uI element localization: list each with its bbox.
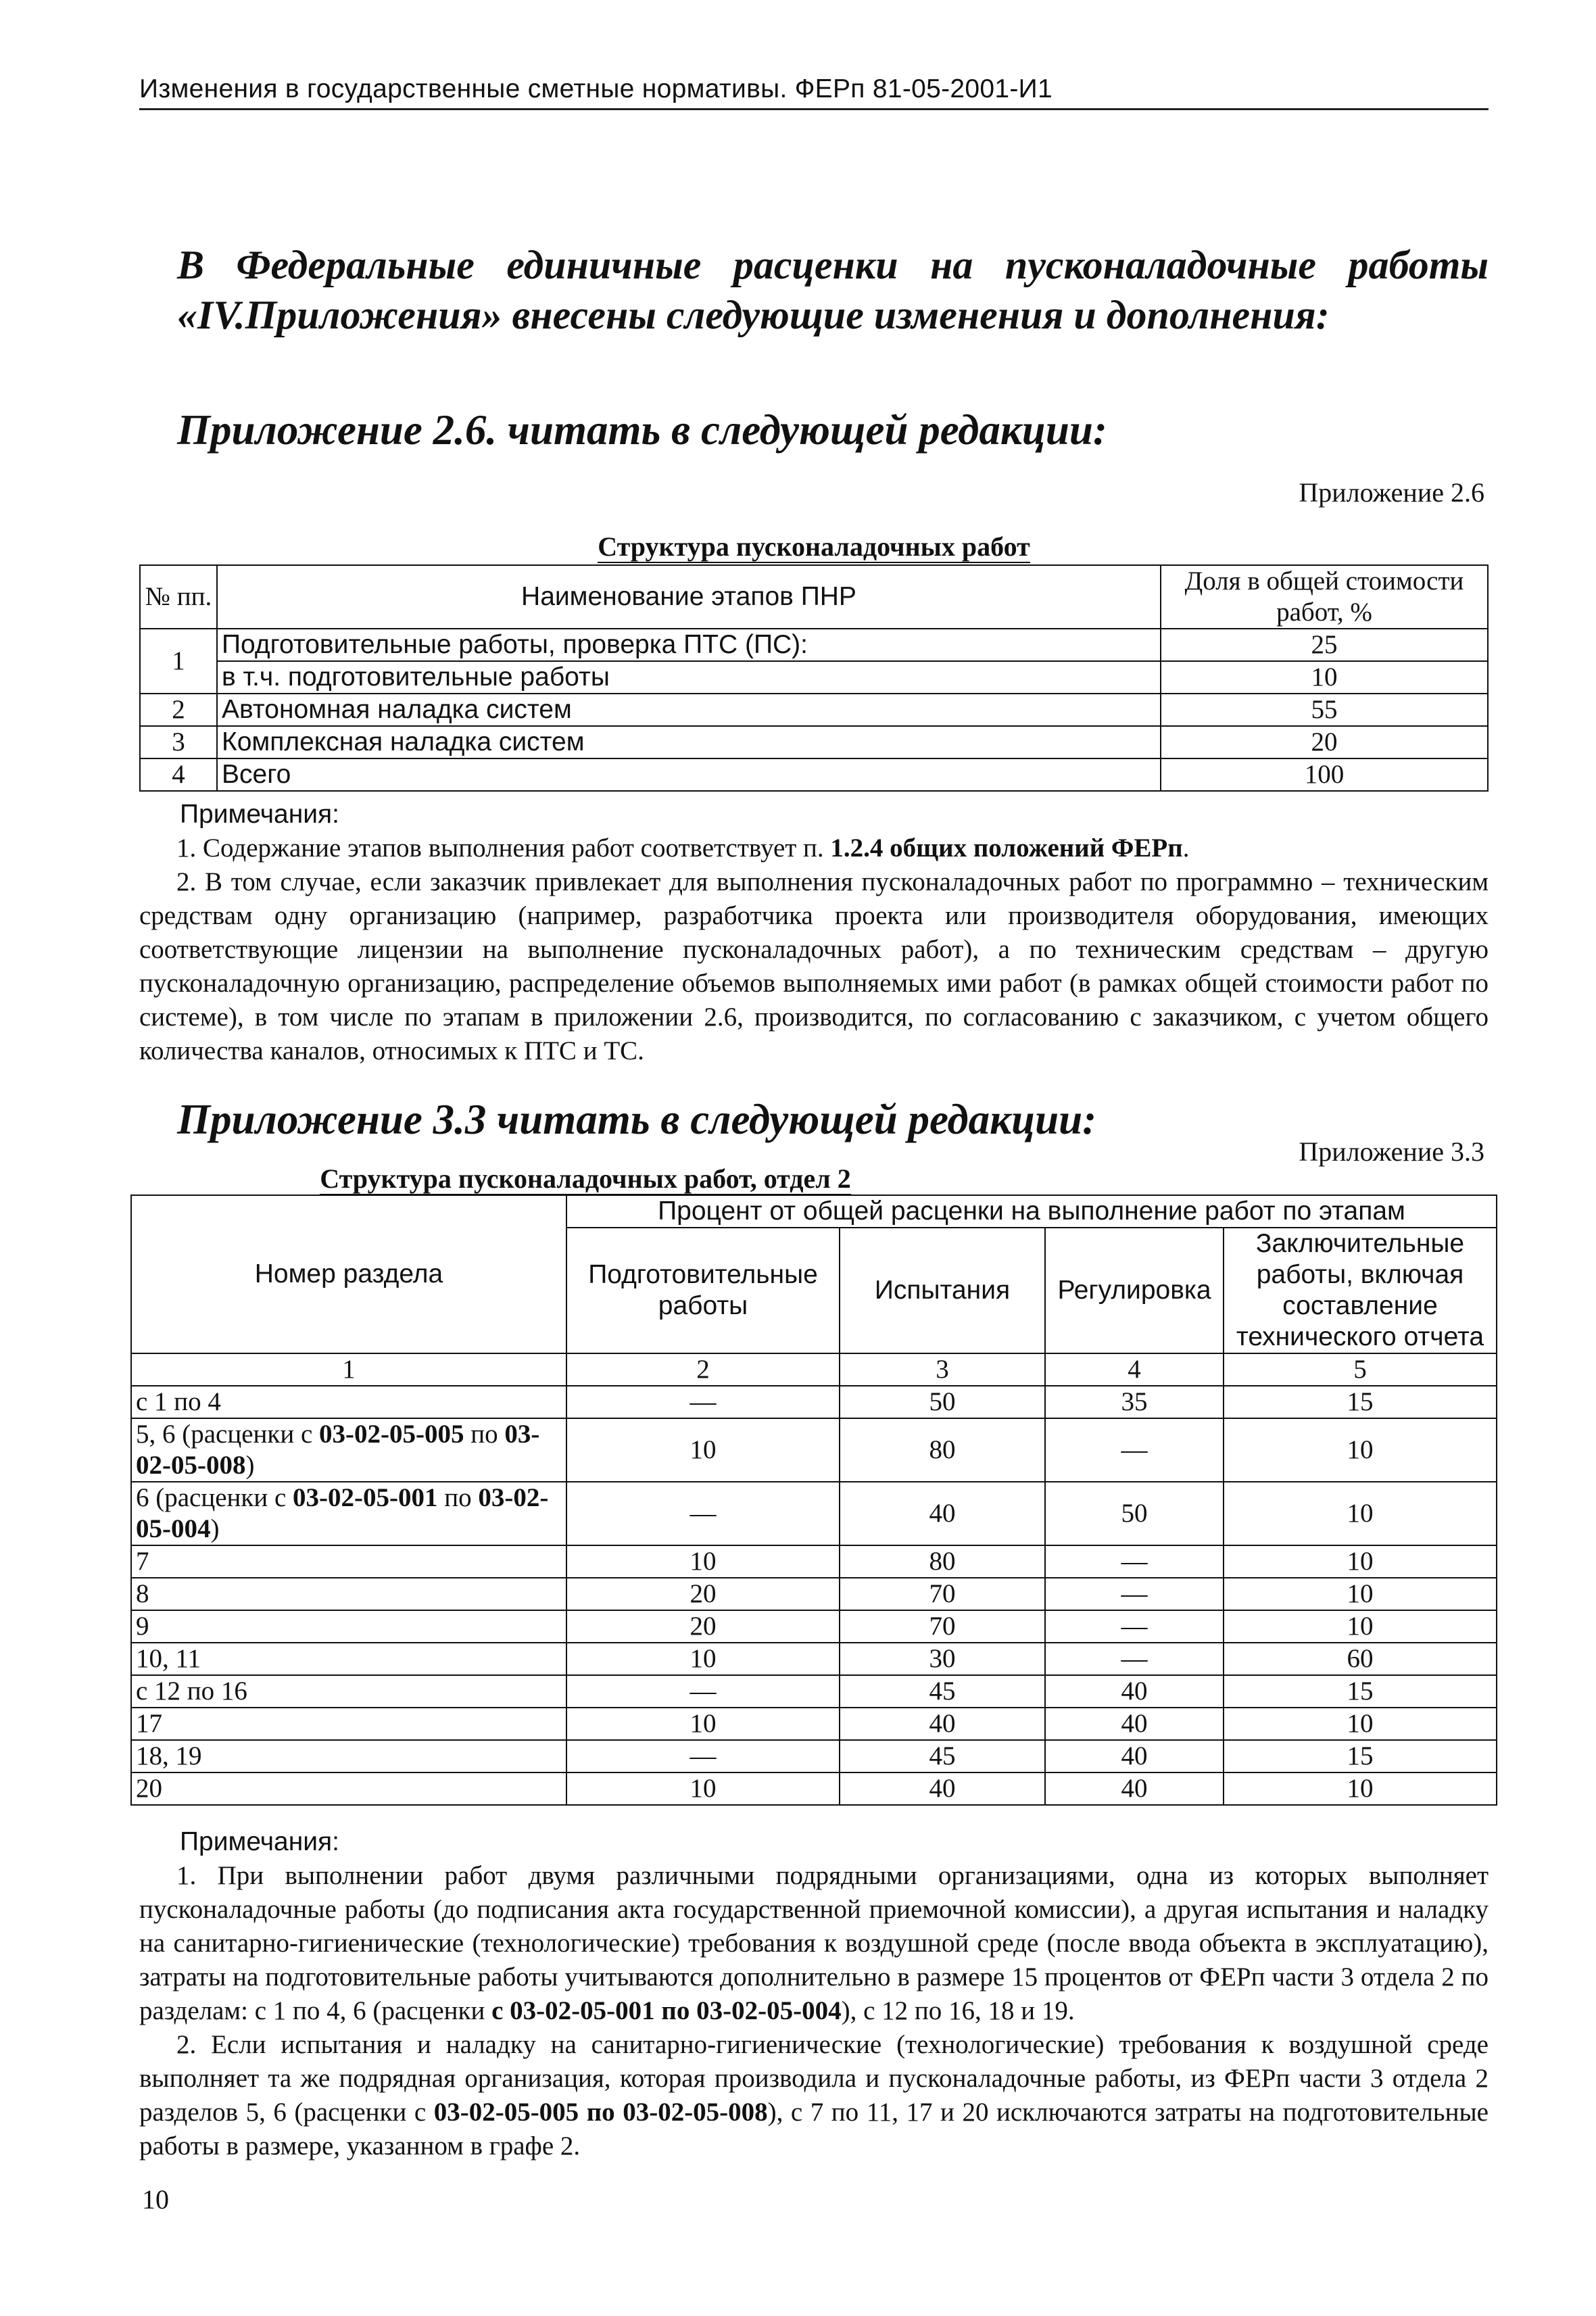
cell-share: 20	[1161, 726, 1488, 758]
cell-name: Всего	[217, 758, 1161, 791]
cell-name: Подготовительные работы, проверка ПТС (ПС):	[217, 629, 1161, 661]
header-final: Заключительные работы, включая составление технического отчета	[1224, 1228, 1497, 1353]
cell-name: Автономная наладка систем	[217, 694, 1161, 726]
table-row	[140, 726, 1488, 758]
cell-adjust: 40	[1045, 1772, 1224, 1805]
cell-final: 15	[1224, 1740, 1497, 1772]
cell-share: 25	[1161, 629, 1488, 661]
note-1-text: 1. При выполнении работ двумя различными подрядными организациями, одна из которых выполняет пусконаладочные работы (до подписания акта государственной приемочной комиссии), а другая испытания и наладку на санитарно-гигиенические (технологические) требования к воздушной среде (после ввода объекта в эксплуатацию), затраты на подготовительные работы учитываются дополнительно в размере 15 процентов от ФЕРп части 3 отдела 2 по разделам: с 1 по 4, 6 (расценки	[139, 1861, 1489, 2025]
table-row	[131, 1418, 1497, 1482]
page-number: 10	[142, 2184, 169, 2215]
cell-final: 10	[1224, 1708, 1497, 1740]
cell-section: 9	[131, 1610, 566, 1643]
cell-num: 1	[140, 629, 217, 694]
note-1-text: 1. Содержание этапов выполнения работ соответствует п.	[176, 834, 831, 863]
cell-name: Комплексная наладка систем	[217, 726, 1161, 758]
cell-prep: 10	[566, 1643, 840, 1675]
cell-section-code: 03-02-05-004	[136, 1483, 549, 1543]
cell-test: 80	[840, 1418, 1045, 1482]
header-section: Номер раздела	[131, 1195, 566, 1353]
cell-section: 7	[131, 1545, 566, 1578]
cell-prep: —	[566, 1675, 840, 1708]
cell-section-text: по	[464, 1420, 505, 1449]
cell-section-code: 03-02-05-005	[319, 1420, 464, 1449]
cell-section-text: по	[437, 1483, 479, 1512]
cell-final: 10	[1224, 1578, 1497, 1610]
table-caption-2-6	[139, 531, 1489, 562]
note-1-end: ), с 12 по 16, 18 и 19.	[841, 1996, 1075, 2025]
table-row	[131, 1643, 1497, 1675]
cell-num: 4	[140, 758, 217, 791]
intro-line-1: В Федеральные единичные расценки на пусконаладочные работы	[177, 243, 1489, 287]
notes-title: Примечания:	[180, 800, 339, 829]
table-caption-text: Структура пусконаладочных работ	[598, 531, 1030, 562]
table-row	[131, 1545, 1497, 1578]
cell-prep: 20	[566, 1578, 840, 1610]
cell-final: 10	[1224, 1772, 1497, 1805]
cell-prep: 10	[566, 1418, 840, 1482]
cell-test: 40	[840, 1482, 1045, 1545]
cell-name: в т.ч. подготовительные работы	[217, 661, 1161, 694]
note-2: 2. В том случае, если заказчик привлекает для выполнения пусконаладочных работ по программно – техническим средствам одну организацию (например, разработчика проекта или производителя оборудования, имеющих соответствующие лицензии на выполнение пусконаладочных работ), а по техническим средствам – другую пусконаладочную организацию, распределение объемов выполняемых ими работ (в рамках общей стоимости работ по системе), в том числе по этапам в приложении 2.6, производится, по согласованию с заказчиком, с учетом общего количества каналов, относимых к ПТС и ТС.	[139, 867, 1489, 1065]
cell-final: 10	[1224, 1418, 1497, 1482]
cell-prep: 10	[566, 1545, 840, 1578]
col-number: 2	[566, 1353, 840, 1386]
cell-test: 30	[840, 1643, 1045, 1675]
cell-final: 10	[1224, 1545, 1497, 1578]
appendix-label-3-3: Приложение 3.3	[1299, 1136, 1484, 1167]
cell-prep: —	[566, 1386, 840, 1418]
table-row	[140, 758, 1488, 791]
cell-section-text: 5, 6 (расценки с	[136, 1420, 320, 1449]
intro-line-2: «IV.Приложения» внесены следующие изменения и дополнения:	[177, 293, 1330, 337]
cell-final: 15	[1224, 1675, 1497, 1708]
cell-test: 80	[840, 1545, 1045, 1578]
cell-test: 70	[840, 1610, 1045, 1643]
cell-adjust: —	[1045, 1545, 1224, 1578]
table-caption-text: Структура пусконаладочных работ, отдел 2	[320, 1163, 851, 1194]
table-row	[131, 1386, 1497, 1418]
cell-final: 60	[1224, 1643, 1497, 1675]
cell-section-code: 03-02-05-008	[136, 1420, 540, 1480]
table-row	[131, 1675, 1497, 1708]
cell-test: 70	[840, 1578, 1045, 1610]
table-row	[131, 1772, 1497, 1805]
cell-section: 20	[131, 1772, 566, 1805]
cell-adjust: —	[1045, 1418, 1224, 1482]
cell-num: 3	[140, 726, 217, 758]
col-number: 5	[1224, 1353, 1497, 1386]
header-num: № пп.	[140, 565, 217, 629]
header-group: Процент от общей расценки на выполнение работ по этапам	[566, 1195, 1497, 1228]
cell-section: 10, 11	[131, 1643, 566, 1675]
cell-test: 50	[840, 1386, 1045, 1418]
column-numbers-row	[131, 1353, 1497, 1386]
cell-adjust: —	[1045, 1643, 1224, 1675]
cell-final: 10	[1224, 1482, 1497, 1545]
note-1-end: .	[1182, 834, 1190, 863]
note-1	[139, 1859, 1489, 2028]
cell-share: 10	[1161, 661, 1488, 694]
header-adjust: Регулировка	[1045, 1228, 1224, 1353]
col-number: 3	[840, 1353, 1045, 1386]
cell-section: 17	[131, 1708, 566, 1740]
cell-final: 10	[1224, 1610, 1497, 1643]
page-header: Изменения в государственные сметные нормативы. ФЕРп 81-05-2001-И1	[139, 74, 1489, 110]
cell-section-code: 03-02-05-001	[293, 1483, 438, 1512]
col-number: 1	[131, 1353, 566, 1386]
table-2-6	[139, 564, 1489, 792]
section-heading-3-3: Приложение 3.3 читать в следующей редакции:	[177, 1096, 1097, 1143]
table-row	[131, 1740, 1497, 1772]
note-1	[139, 831, 1489, 865]
table-row	[131, 1578, 1497, 1610]
notes-2-6	[139, 798, 1489, 1068]
cell-section-text: 6 (расценки с	[136, 1483, 293, 1512]
table-row	[140, 661, 1488, 694]
cell-adjust: —	[1045, 1610, 1224, 1643]
cell-prep: 10	[566, 1708, 840, 1740]
cell-prep: 10	[566, 1772, 840, 1805]
cell-adjust: 40	[1045, 1675, 1224, 1708]
cell-section: 8	[131, 1578, 566, 1610]
cell-adjust: 35	[1045, 1386, 1224, 1418]
cell-prep: 20	[566, 1610, 840, 1643]
cell-section	[131, 1418, 566, 1482]
cell-test: 40	[840, 1708, 1045, 1740]
table-row	[131, 1610, 1497, 1643]
intro-text	[177, 240, 1489, 340]
notes-title: Примечания:	[180, 1827, 339, 1856]
table-row	[140, 629, 1488, 661]
cell-adjust: 40	[1045, 1708, 1224, 1740]
note-1-bold: 1.2.4 общих положений ФЕРп	[830, 834, 1183, 863]
cell-section: 18, 19	[131, 1740, 566, 1772]
col-number: 4	[1045, 1353, 1224, 1386]
cell-share: 55	[1161, 694, 1488, 726]
table-caption-3-3	[139, 1163, 1032, 1195]
notes-3-3	[139, 1825, 1489, 2163]
cell-num: 2	[140, 694, 217, 726]
appendix-label-2-6: Приложение 2.6	[1299, 477, 1484, 508]
note-1-bold: с 03-02-05-001 по 03-02-05-004	[491, 1996, 842, 2025]
table-row	[140, 694, 1488, 726]
cell-adjust: —	[1045, 1578, 1224, 1610]
note-2-text: 2. Если испытания и наладку на санитарно-гигиенические (технологические) требования к воздушной среде выполняет та же подрядная организация, которая производила и пусконаладочные работы, из ФЕРп части 3 отдела 2 разделов 5, 6 (расценки с	[139, 2030, 1489, 2127]
table-row	[131, 1708, 1497, 1740]
cell-adjust: 50	[1045, 1482, 1224, 1545]
cell-section: с 12 по 16	[131, 1675, 566, 1708]
cell-test: 45	[840, 1740, 1045, 1772]
cell-test: 40	[840, 1772, 1045, 1805]
header-share: Доля в общей стоимости работ, %	[1161, 565, 1488, 629]
table-row	[131, 1482, 1497, 1545]
cell-share: 100	[1161, 758, 1488, 791]
cell-final: 15	[1224, 1386, 1497, 1418]
note-2-end: ), с 7 по 11, 17 и 20 исключаются затраты на подготовительные работы в размере, указанном в графе 2.	[139, 2098, 1489, 2161]
header-prep: Подготовительные работы	[566, 1228, 840, 1353]
cell-adjust: 40	[1045, 1740, 1224, 1772]
cell-section: с 1 по 4	[131, 1386, 566, 1418]
cell-section-text: )	[245, 1451, 255, 1480]
cell-section	[131, 1482, 566, 1545]
header-name: Наименование этапов ПНР	[217, 565, 1161, 629]
header-test: Испытания	[840, 1228, 1045, 1353]
section-heading-2-6: Приложение 2.6. читать в следующей редакции:	[177, 406, 1107, 454]
note-2	[139, 2028, 1489, 2163]
note-2-bold: 03-02-05-005 по 03-02-05-008	[433, 2098, 768, 2127]
cell-prep: —	[566, 1740, 840, 1772]
table-3-3	[130, 1195, 1497, 1806]
cell-section-text: )	[210, 1514, 220, 1543]
cell-test: 45	[840, 1675, 1045, 1708]
cell-prep: —	[566, 1482, 840, 1545]
